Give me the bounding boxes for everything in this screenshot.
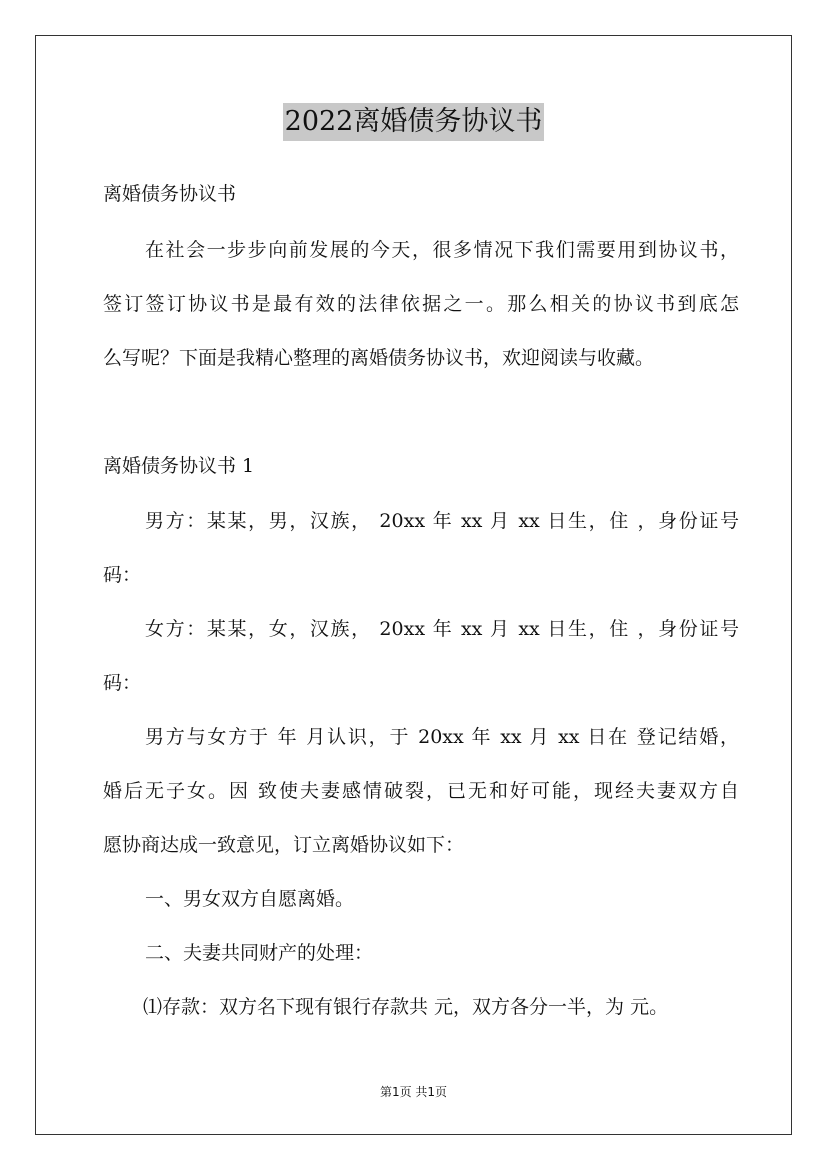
clause-2-item-1: ⑴存款：双方名下现有银行存款共 元，双方各分一半，为 元。 [143,996,669,1018]
female-party-line-1: 女方：某某，女，汉族， 20xx 年 xx 月 xx 日生，住 ，身份证号 [145,618,739,640]
document-title: 2022离婚债务协议书 [283,103,545,141]
background-line-1: 男方与女方于 年 月认识，于 20xx 年 xx 月 xx 日在 登记结婚， [145,726,739,748]
male-party-line-1: 男方：某某，男，汉族， 20xx 年 xx 月 xx 日生，住 ，身份证号 [145,510,739,532]
page-footer: 第1页 共1页 [379,1085,448,1099]
document-subtitle: 离婚债务协议书 [103,183,237,205]
intro-line-1: 在社会一步步向前发展的今天，很多情况下我们需要用到协议书， [145,239,739,261]
female-party-line-2: 码： [103,672,142,694]
intro-line-3: 么写呢？下面是我精心整理的离婚债务协议书，欢迎阅读与收藏。 [103,347,655,369]
male-party-line-2: 码： [103,564,142,586]
section-heading: 离婚债务协议书 1 [103,455,255,477]
background-line-2: 婚后无子女。因 致使夫妻感情破裂，已无和好可能，现经夫妻双方自 [103,780,739,802]
clause-2: 二、夫妻共同财产的处理： [145,942,374,964]
title-container [0,103,827,141]
background-line-3: 愿协商达成一致意见，订立离婚协议如下： [103,834,465,856]
clause-1: 一、男女双方自愿离婚。 [145,888,355,910]
intro-line-2: 签订签订协议书是最有效的法律依据之一。那么相关的协议书到底怎 [103,293,739,315]
